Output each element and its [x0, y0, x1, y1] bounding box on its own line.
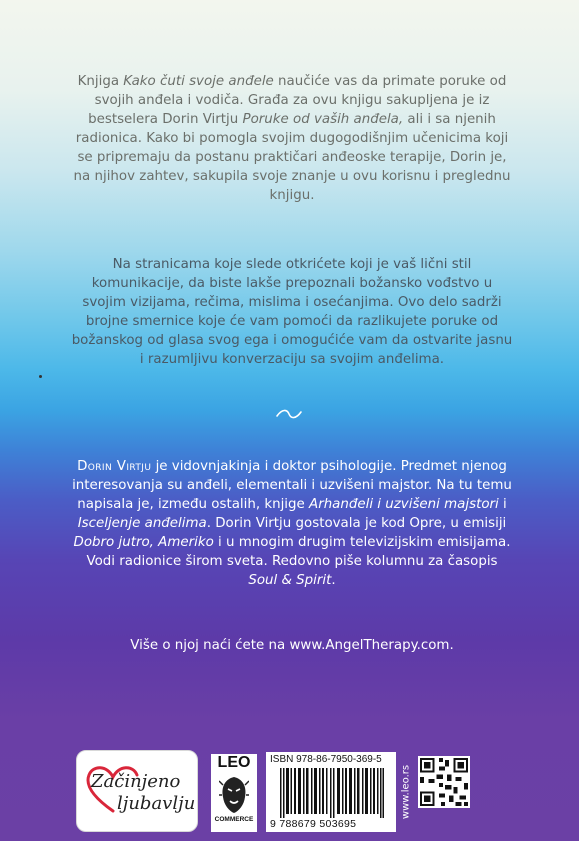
- author-bio: Dorin Virtju je vidovnjakinja i doktor psihologije. Predmet njenog interesovanja su anđeli, elementali i uzvišeni majstor. Na tu temu napisala je, između ostalih, knjige Arhanđeli i uzvišeni majstori i Isceljenje anđelima. Dorin Virtju gostovala je kod Opre, u emisiji Dobro jutro, Ameriko i u mnogim drugim televizijskim emisijama. Vodi radionice širom sveta. Redovno piše kolumnu za časopis Soul & Spirit.: [72, 459, 512, 588]
- lion-head-icon: [219, 775, 249, 815]
- isbn-barcode-block: [266, 752, 396, 832]
- publisher-logo: [211, 754, 257, 832]
- zacinjeno-ljubavlju-badge: [76, 750, 198, 832]
- source-book-title: Poruke od vaših anđela,: [242, 112, 404, 127]
- author-name: Dorin Virtju: [77, 459, 152, 474]
- blurb-paragraph-2: Na stranicama koje slede otkrićete koji je vaš lični stil komunikacije, da biste lakše prepoznali božansko vođstvo u svojim vizijama, rečima, mislima i osećanjima. Ovo delo sadrži brojne smernice koje će vam pomoći da razlikujete poruke od božanskog od glasa svog ega i omogućiće vam da ostvarite jasnu i razumljivu konverzaciju sa svojim anđelima.: [71, 257, 513, 367]
- swirl-ornament-icon: [274, 406, 304, 422]
- badge-line-1: Začinjeno: [91, 771, 181, 792]
- ean-digits: 9 788679 503695: [270, 818, 357, 830]
- ink-dot: [39, 375, 42, 378]
- publisher-website: [398, 752, 414, 832]
- publisher-name: LEO: [217, 754, 251, 771]
- website-text: www.leo.rs: [400, 764, 412, 820]
- more-info-line: Više o njoj naći ćete na www.AngelTherapy.com.: [130, 638, 454, 653]
- blurb-paragraph-1: Knjiga Kako čuti svoje anđele naučiće vas da primate poruke od svojih anđela i vodiča. Građa za ovu knjigu sakupljena je iz bestselera Dorin Virtju Poruke od vaših anđela, ali i sa njenih radionica. Kako bi pomogla svojim dugogodišnjim učenicima koji se pripremaju da postanu praktičari anđeoske terapije, Dorin je, na njihov zahtev, sakupila svoje znanje u ovu korisnu i preglednu knjigu.: [73, 74, 511, 203]
- book-title: Kako čuti svoje anđele: [123, 74, 274, 89]
- qr-code-icon: [418, 756, 470, 808]
- isbn-number: ISBN 978-86-7950-369-5: [270, 754, 382, 765]
- publisher-subtitle: COMMERCE: [214, 816, 254, 823]
- barcode: [280, 768, 384, 818]
- badge-line-2: ljubavlju: [117, 793, 196, 814]
